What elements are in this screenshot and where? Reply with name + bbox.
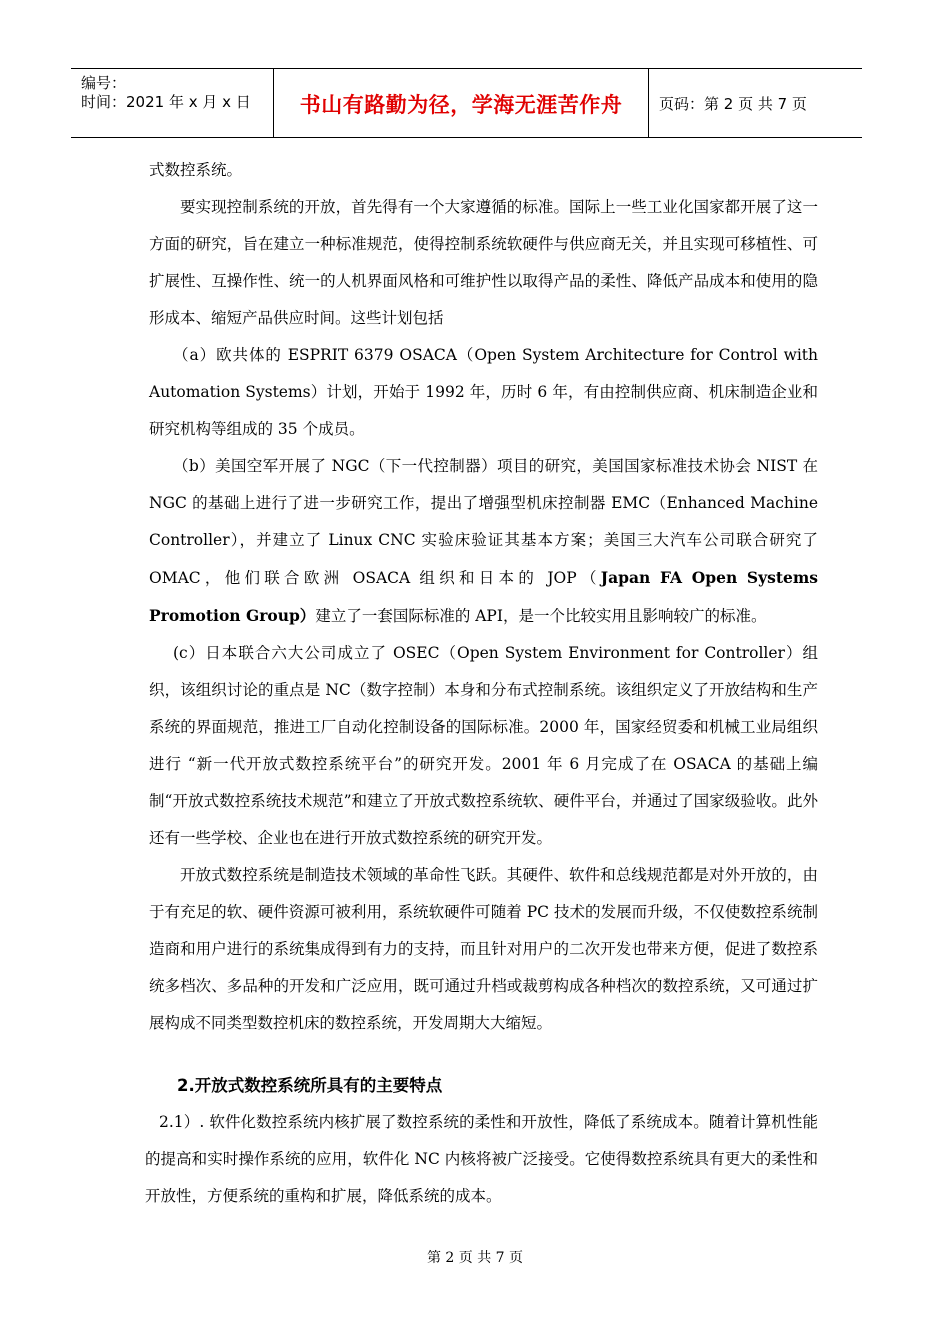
- page-footer: 第 2 页 共 7 页: [426, 1250, 524, 1266]
- header-page-label: 页码：第 2 页 共 7 页: [659, 95, 807, 113]
- header-info-cell: [71, 69, 274, 137]
- body-text: [149, 152, 818, 1042]
- paragraph-osaca: （a）欧共体的 ESPRIT 6379 OSACA（Open System Architecture for Control with Automation Systems）计划，开始于 1992 年，历时 6 年，有由控制供应商、机床制造企业和研究机构等组成的 35 个成员。: [149, 346, 818, 438]
- paragraph-standards-intro: 要实现控制系统的开放，首先得有一个大家遵循的标准。国际上一些工业化国家都开展了这一方面的研究，旨在建立一种标准规范，使得控制系统软硬件与供应商无关，并且实现可移植性、可扩展性、互操作性、统一的人机界面风格和可维护性以取得产品的柔性、降低产品成本和使用的隐形成本、缩短产品供应时间。这些计划包括: [149, 198, 818, 327]
- document-time-label: 时间：2021 年 x 月 x 日: [81, 93, 251, 111]
- document-number-label: 编号：: [81, 74, 127, 92]
- paragraph-ngc: [149, 448, 818, 635]
- header-page-cell: [649, 69, 862, 137]
- header-motto: 书山有路勤为径，学海无涯苦作舟: [299, 93, 623, 117]
- paragraph-osec: (c）日本联合六大公司成立了 OSEC（Open System Environment for Controller）组织，该组织讨论的重点是 NC（数字控制）本身和分布式控制系统。该组织定义了开放结构和生产系统的界面规范，推进工厂自动化控制设备的国际标准。2000 年，国家经贸委和机械工业局组织进行 “新一代开放式数控系统平台”的研究开发。2001 年 6 月完成了在 OSACA 的基础上编制“开放式数控系统技术规范”和建立了开放式数控系统软、硬件平台，并通过了国家级验收。此外还有一些学校、企业也在进行开放式数控系统的研究开发。: [149, 644, 818, 847]
- paragraph-continuation: 式数控系统。: [149, 161, 243, 179]
- header-motto-cell: [274, 69, 649, 137]
- paragraph-software-kernel: 2.1）. 软件化数控系统内核扩展了数控系统的柔性和开放性，降低了系统成本。随着计算机性能的提高和实时操作系统的应用，软件化 NC 内核将被广泛接受。它使得数控系统具有更大的柔性和开放性，方便系统的重构和扩展，降低系统的成本。: [145, 1113, 818, 1205]
- page-header: [71, 68, 862, 138]
- paragraph-ngc-text: （b）美国空军开展了 NGC（下一代控制器）项目的研究，美国国家标准技术协会 NIST 在 NGC 的基础上进行了进一步研究工作，提出了增强型机床控制器 EMC（Enhanced Machine Controller），并建立了 Linux CNC 实验床验证其基本方案；美国三大汽车公司联合研究了 OMAC，他们联合欧洲 OSACA 组织和日本的 JOP（: [149, 457, 818, 587]
- paragraph-ngc-tail: 建立了一套国际标准的 API，是一个比较实用且影响较广的标准。: [315, 607, 767, 625]
- paragraph-open-cnc: 开放式数控系统是制造技术领域的革命性飞跃。其硬件、软件和总线规范都是对外开放的，由于有充足的软、硬件资源可被利用，系统软硬件可随着 PC 技术的发展而升级，不仅使数控系统制造商和用户进行的系统集成得到有力的支持，而且针对用户的二次开发也带来方便，促进了数控系统多档次、多品种的开发和广泛应用，既可通过升档或裁剪构成各种档次的数控系统，又可通过扩展构成不同类型数控机床的数控系统，开发周期大大缩短。: [149, 866, 818, 1032]
- section-heading: 2.开放式数控系统所具有的主要特点: [177, 1076, 443, 1095]
- paragraph-ngc-bold: Japan FA Open Systems Promotion Group）: [149, 568, 818, 625]
- section-body: [145, 1104, 818, 1215]
